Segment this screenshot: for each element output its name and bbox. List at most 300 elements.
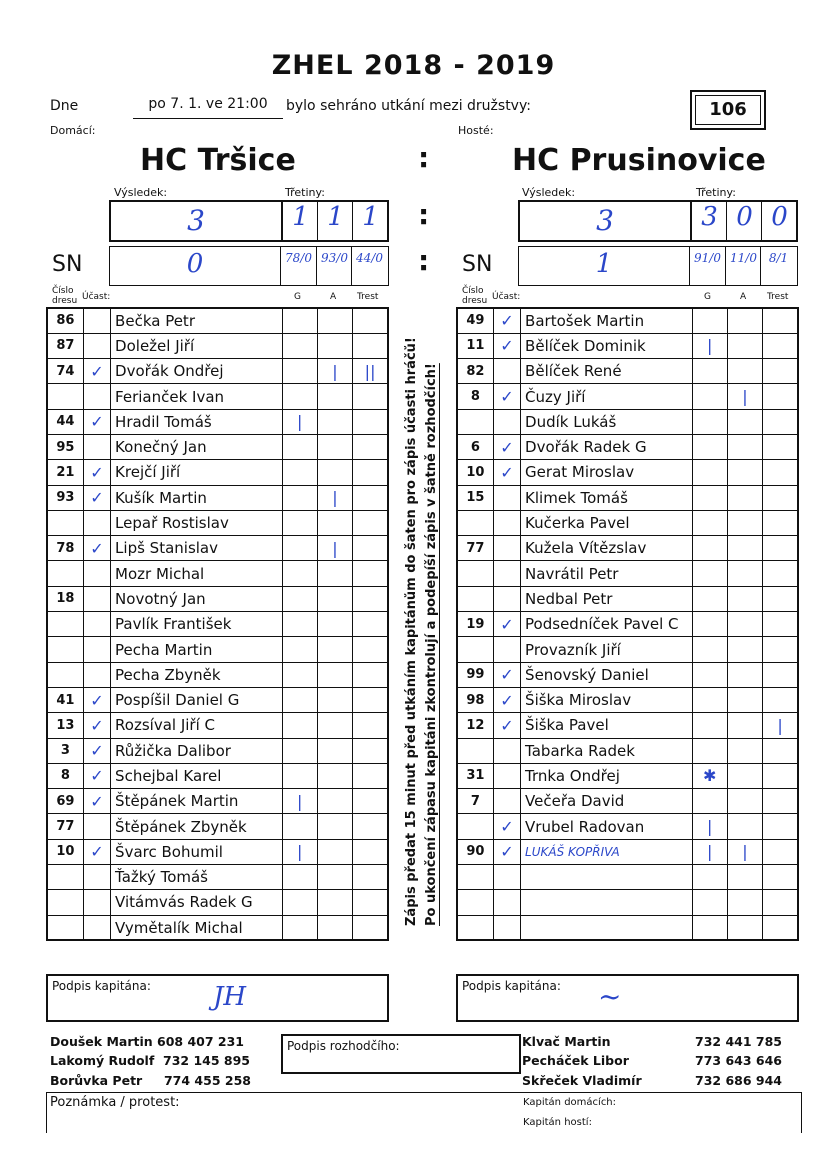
away-player-name[interactable]: Navrátil Petr (521, 561, 693, 586)
away-penalty-mark[interactable] (763, 890, 798, 915)
home-attendance-mark[interactable] (83, 384, 110, 409)
away-player-name[interactable]: Tabarka Radek (521, 738, 693, 763)
home-penalty-mark[interactable] (353, 915, 388, 940)
home-attendance-mark[interactable] (83, 612, 110, 637)
away-penalty-mark[interactable] (763, 510, 798, 535)
away-captain-sign-box[interactable] (456, 974, 799, 1022)
home-assists-mark[interactable] (317, 561, 352, 586)
away-penalty-mark[interactable] (763, 384, 798, 409)
away-goals-mark[interactable] (692, 359, 727, 384)
away-player-name[interactable]: Kučerka Pavel (521, 510, 693, 535)
home-attendance-mark[interactable]: ✓ (83, 839, 110, 864)
away-jersey-number[interactable]: 77 (457, 536, 493, 561)
home-goals-mark[interactable]: | (282, 839, 317, 864)
home-assists-mark[interactable] (317, 612, 352, 637)
away-jersey-number[interactable]: 8 (457, 384, 493, 409)
away-goals-mark[interactable] (692, 637, 727, 662)
home-assists-mark[interactable] (317, 384, 352, 409)
home-goals-mark[interactable]: | (282, 789, 317, 814)
home-attendance-mark[interactable]: ✓ (83, 713, 110, 738)
home-goals-mark[interactable] (282, 662, 317, 687)
home-goals-mark[interactable] (282, 384, 317, 409)
away-attendance-mark[interactable] (493, 561, 520, 586)
home-player-name[interactable]: Lepař Rostislav (111, 510, 283, 535)
home-player-name[interactable]: Pecha Martin (111, 637, 283, 662)
away-attendance-mark[interactable] (493, 789, 520, 814)
home-penalty-mark[interactable] (353, 460, 388, 485)
away-assists-mark[interactable] (727, 359, 762, 384)
home-penalty-mark[interactable] (353, 763, 388, 788)
away-assists-mark[interactable] (727, 865, 762, 890)
note-protest-box[interactable] (46, 1092, 802, 1133)
home-penalty-mark[interactable] (353, 789, 388, 814)
away-penalty-mark[interactable] (763, 333, 798, 358)
home-penalty-mark[interactable] (353, 510, 388, 535)
home-assists-mark[interactable] (317, 814, 352, 839)
home-penalty-mark[interactable]: || (353, 359, 388, 384)
home-attendance-mark[interactable]: ✓ (83, 359, 110, 384)
home-penalty-mark[interactable] (353, 536, 388, 561)
home-captain-sign-box[interactable] (46, 974, 389, 1022)
home-player-name[interactable]: Dvořák Ondřej (111, 359, 283, 384)
home-player-name[interactable]: Lipš Stanislav (111, 536, 283, 561)
away-player-name[interactable] (521, 890, 693, 915)
away-goals-mark[interactable] (692, 612, 727, 637)
away-jersey-number[interactable]: 98 (457, 687, 493, 712)
home-player-name[interactable]: Ferianček Ivan (111, 384, 283, 409)
away-penalty-mark[interactable] (763, 839, 798, 864)
home-attendance-mark[interactable]: ✓ (83, 485, 110, 510)
home-penalty-mark[interactable] (353, 839, 388, 864)
home-attendance-mark[interactable] (83, 333, 110, 358)
away-attendance-mark[interactable]: ✓ (493, 434, 520, 459)
home-penalty-mark[interactable] (353, 409, 388, 434)
home-assists-mark[interactable] (317, 637, 352, 662)
away-goals-mark[interactable] (692, 485, 727, 510)
home-goals-mark[interactable] (282, 612, 317, 637)
home-penalty-mark[interactable] (353, 637, 388, 662)
away-goals-mark[interactable] (692, 915, 727, 940)
away-jersey-number[interactable]: 99 (457, 662, 493, 687)
home-attendance-mark[interactable] (83, 814, 110, 839)
home-attendance-mark[interactable]: ✓ (83, 789, 110, 814)
away-attendance-mark[interactable]: ✓ (493, 384, 520, 409)
home-attendance-mark[interactable]: ✓ (83, 536, 110, 561)
away-goals-mark[interactable] (692, 713, 727, 738)
home-attendance-mark[interactable] (83, 434, 110, 459)
home-jersey-number[interactable] (47, 510, 83, 535)
home-assists-mark[interactable] (317, 308, 352, 333)
home-jersey-number[interactable]: 77 (47, 814, 83, 839)
home-assists-mark[interactable] (317, 789, 352, 814)
away-penalty-mark[interactable]: | (763, 713, 798, 738)
away-goals-mark[interactable] (692, 308, 727, 333)
home-player-name[interactable]: Krejčí Jiří (111, 460, 283, 485)
home-player-name[interactable]: Štěpánek Zbyněk (111, 814, 283, 839)
home-assists-mark[interactable] (317, 890, 352, 915)
away-assists-mark[interactable] (727, 687, 762, 712)
away-assists-mark[interactable] (727, 915, 762, 940)
home-jersey-number[interactable]: 93 (47, 485, 83, 510)
home-player-name[interactable]: Švarc Bohumil (111, 839, 283, 864)
away-penalty-mark[interactable] (763, 738, 798, 763)
away-jersey-number[interactable] (457, 510, 493, 535)
home-attendance-mark[interactable] (83, 637, 110, 662)
away-goals-mark[interactable]: ✱ (692, 763, 727, 788)
away-assists-mark[interactable] (727, 586, 762, 611)
home-jersey-number[interactable]: 86 (47, 308, 83, 333)
home-jersey-number[interactable]: 18 (47, 586, 83, 611)
away-penalty-mark[interactable] (763, 409, 798, 434)
away-assists-mark[interactable] (727, 434, 762, 459)
home-jersey-number[interactable]: 69 (47, 789, 83, 814)
referee-sign-box[interactable] (281, 1034, 521, 1074)
away-player-name[interactable]: LUKÁŠ KOPŘIVA (521, 839, 693, 864)
away-attendance-mark[interactable]: ✓ (493, 687, 520, 712)
home-goals-mark[interactable] (282, 510, 317, 535)
away-goals-mark[interactable] (692, 586, 727, 611)
away-jersey-number[interactable]: 90 (457, 839, 493, 864)
away-player-name[interactable]: Klimek Tomáš (521, 485, 693, 510)
home-attendance-mark[interactable]: ✓ (83, 687, 110, 712)
away-player-name[interactable] (521, 915, 693, 940)
away-goals-mark[interactable]: | (692, 814, 727, 839)
away-penalty-mark[interactable] (763, 359, 798, 384)
away-assists-mark[interactable] (727, 789, 762, 814)
away-penalty-mark[interactable] (763, 612, 798, 637)
away-player-name[interactable]: Šiška Pavel (521, 713, 693, 738)
away-penalty-mark[interactable] (763, 865, 798, 890)
away-goals-mark[interactable] (692, 890, 727, 915)
home-jersey-number[interactable] (47, 865, 83, 890)
away-goals-mark[interactable] (692, 510, 727, 535)
home-player-name[interactable]: Pavlík František (111, 612, 283, 637)
away-attendance-mark[interactable] (493, 890, 520, 915)
away-attendance-mark[interactable] (493, 915, 520, 940)
away-goals-mark[interactable] (692, 460, 727, 485)
home-player-name[interactable]: Ťažký Tomáš (111, 865, 283, 890)
home-jersey-number[interactable] (47, 637, 83, 662)
away-jersey-number[interactable] (457, 890, 493, 915)
away-attendance-mark[interactable] (493, 865, 520, 890)
home-jersey-number[interactable] (47, 890, 83, 915)
away-assists-mark[interactable] (727, 308, 762, 333)
home-attendance-mark[interactable] (83, 890, 110, 915)
home-penalty-mark[interactable] (353, 890, 388, 915)
home-attendance-mark[interactable] (83, 865, 110, 890)
away-jersey-number[interactable]: 82 (457, 359, 493, 384)
away-attendance-mark[interactable]: ✓ (493, 460, 520, 485)
away-penalty-mark[interactable] (763, 586, 798, 611)
home-goals-mark[interactable] (282, 485, 317, 510)
home-jersey-number[interactable]: 21 (47, 460, 83, 485)
away-penalty-mark[interactable] (763, 561, 798, 586)
away-attendance-mark[interactable]: ✓ (493, 612, 520, 637)
home-assists-mark[interactable] (317, 687, 352, 712)
home-attendance-mark[interactable]: ✓ (83, 409, 110, 434)
away-penalty-mark[interactable] (763, 687, 798, 712)
home-jersey-number[interactable]: 8 (47, 763, 83, 788)
home-penalty-mark[interactable] (353, 308, 388, 333)
away-attendance-mark[interactable]: ✓ (493, 814, 520, 839)
away-goals-mark[interactable] (692, 409, 727, 434)
away-penalty-mark[interactable] (763, 789, 798, 814)
home-assists-mark[interactable]: | (317, 536, 352, 561)
away-assists-mark[interactable] (727, 460, 762, 485)
home-penalty-mark[interactable] (353, 865, 388, 890)
away-player-name[interactable]: Dudík Lukáš (521, 409, 693, 434)
away-jersey-number[interactable] (457, 409, 493, 434)
home-player-name[interactable]: Schejbal Karel (111, 763, 283, 788)
home-assists-mark[interactable] (317, 713, 352, 738)
home-attendance-mark[interactable] (83, 586, 110, 611)
away-penalty-mark[interactable] (763, 308, 798, 333)
home-jersey-number[interactable]: 44 (47, 409, 83, 434)
home-player-name[interactable]: Pecha Zbyněk (111, 662, 283, 687)
home-penalty-mark[interactable] (353, 713, 388, 738)
home-player-name[interactable]: Růžička Dalibor (111, 738, 283, 763)
home-assists-mark[interactable] (317, 915, 352, 940)
home-assists-mark[interactable] (317, 460, 352, 485)
home-goals-mark[interactable] (282, 333, 317, 358)
home-penalty-mark[interactable] (353, 687, 388, 712)
away-penalty-mark[interactable] (763, 637, 798, 662)
home-goals-mark[interactable] (282, 890, 317, 915)
home-jersey-number[interactable] (47, 915, 83, 940)
away-assists-mark[interactable] (727, 561, 762, 586)
away-goals-mark[interactable] (692, 738, 727, 763)
home-assists-mark[interactable]: | (317, 359, 352, 384)
home-goals-mark[interactable] (282, 637, 317, 662)
away-assists-mark[interactable] (727, 485, 762, 510)
away-attendance-mark[interactable] (493, 637, 520, 662)
away-player-name[interactable]: Bělíček René (521, 359, 693, 384)
away-jersey-number[interactable] (457, 561, 493, 586)
away-attendance-mark[interactable] (493, 586, 520, 611)
home-penalty-mark[interactable] (353, 814, 388, 839)
away-assists-mark[interactable] (727, 612, 762, 637)
away-penalty-mark[interactable] (763, 536, 798, 561)
home-attendance-mark[interactable] (83, 662, 110, 687)
away-assists-mark[interactable]: | (727, 384, 762, 409)
home-player-name[interactable]: Kušík Martin (111, 485, 283, 510)
home-jersey-number[interactable]: 13 (47, 713, 83, 738)
home-jersey-number[interactable]: 87 (47, 333, 83, 358)
away-goals-mark[interactable] (692, 384, 727, 409)
home-jersey-number[interactable]: 95 (47, 434, 83, 459)
away-jersey-number[interactable]: 12 (457, 713, 493, 738)
home-penalty-mark[interactable] (353, 333, 388, 358)
home-goals-mark[interactable] (282, 687, 317, 712)
away-jersey-number[interactable] (457, 915, 493, 940)
away-jersey-number[interactable]: 15 (457, 485, 493, 510)
home-jersey-number[interactable]: 41 (47, 687, 83, 712)
home-assists-mark[interactable]: | (317, 485, 352, 510)
away-player-name[interactable]: Nedbal Petr (521, 586, 693, 611)
home-attendance-mark[interactable] (83, 915, 110, 940)
home-goals-mark[interactable] (282, 308, 317, 333)
home-penalty-mark[interactable] (353, 612, 388, 637)
away-assists-mark[interactable]: | (727, 839, 762, 864)
away-player-name[interactable] (521, 865, 693, 890)
away-player-name[interactable]: Bělíček Dominik (521, 333, 693, 358)
away-assists-mark[interactable] (727, 713, 762, 738)
home-player-name[interactable]: Bečka Petr (111, 308, 283, 333)
home-attendance-mark[interactable]: ✓ (83, 763, 110, 788)
home-player-name[interactable]: Doležel Jiří (111, 333, 283, 358)
home-jersey-number[interactable]: 3 (47, 738, 83, 763)
home-goals-mark[interactable] (282, 763, 317, 788)
away-attendance-mark[interactable]: ✓ (493, 839, 520, 864)
home-attendance-mark[interactable]: ✓ (83, 738, 110, 763)
away-player-name[interactable]: Vrubel Radovan (521, 814, 693, 839)
away-jersey-number[interactable]: 6 (457, 434, 493, 459)
home-player-name[interactable]: Konečný Jan (111, 434, 283, 459)
home-assists-mark[interactable] (317, 333, 352, 358)
away-attendance-mark[interactable] (493, 763, 520, 788)
away-attendance-mark[interactable]: ✓ (493, 713, 520, 738)
away-jersey-number[interactable]: 31 (457, 763, 493, 788)
home-assists-mark[interactable] (317, 662, 352, 687)
home-jersey-number[interactable]: 74 (47, 359, 83, 384)
home-attendance-mark[interactable] (83, 510, 110, 535)
away-jersey-number[interactable] (457, 865, 493, 890)
away-attendance-mark[interactable]: ✓ (493, 308, 520, 333)
home-player-name[interactable]: Štěpánek Martin (111, 789, 283, 814)
away-penalty-mark[interactable] (763, 460, 798, 485)
away-goals-mark[interactable] (692, 789, 727, 814)
away-player-name[interactable]: Šiška Miroslav (521, 687, 693, 712)
away-goals-mark[interactable] (692, 561, 727, 586)
home-penalty-mark[interactable] (353, 738, 388, 763)
away-goals-mark[interactable] (692, 687, 727, 712)
away-attendance-mark[interactable] (493, 738, 520, 763)
home-penalty-mark[interactable] (353, 662, 388, 687)
away-assists-mark[interactable] (727, 637, 762, 662)
home-player-name[interactable]: Novotný Jan (111, 586, 283, 611)
away-goals-mark[interactable] (692, 536, 727, 561)
home-attendance-mark[interactable]: ✓ (83, 460, 110, 485)
home-attendance-mark[interactable] (83, 308, 110, 333)
home-jersey-number[interactable] (47, 561, 83, 586)
home-assists-mark[interactable] (317, 409, 352, 434)
home-penalty-mark[interactable] (353, 434, 388, 459)
away-jersey-number[interactable]: 19 (457, 612, 493, 637)
home-jersey-number[interactable]: 10 (47, 839, 83, 864)
home-assists-mark[interactable] (317, 839, 352, 864)
home-penalty-mark[interactable] (353, 384, 388, 409)
home-jersey-number[interactable] (47, 662, 83, 687)
away-goals-mark[interactable] (692, 865, 727, 890)
away-player-name[interactable]: Podsedníček Pavel C (521, 612, 693, 637)
away-assists-mark[interactable] (727, 536, 762, 561)
away-assists-mark[interactable] (727, 409, 762, 434)
away-penalty-mark[interactable] (763, 662, 798, 687)
home-jersey-number[interactable]: 78 (47, 536, 83, 561)
away-attendance-mark[interactable]: ✓ (493, 333, 520, 358)
home-assists-mark[interactable] (317, 763, 352, 788)
home-penalty-mark[interactable] (353, 561, 388, 586)
home-attendance-mark[interactable] (83, 561, 110, 586)
home-assists-mark[interactable] (317, 738, 352, 763)
away-jersey-number[interactable]: 11 (457, 333, 493, 358)
home-assists-mark[interactable] (317, 510, 352, 535)
away-goals-mark[interactable] (692, 434, 727, 459)
home-goals-mark[interactable] (282, 713, 317, 738)
away-attendance-mark[interactable] (493, 536, 520, 561)
away-assists-mark[interactable] (727, 510, 762, 535)
home-goals-mark[interactable] (282, 359, 317, 384)
away-player-name[interactable]: Večeřa David (521, 789, 693, 814)
away-assists-mark[interactable] (727, 738, 762, 763)
away-jersey-number[interactable] (457, 814, 493, 839)
away-penalty-mark[interactable] (763, 434, 798, 459)
away-penalty-mark[interactable] (763, 814, 798, 839)
away-player-name[interactable]: Bartošek Martin (521, 308, 693, 333)
home-assists-mark[interactable] (317, 865, 352, 890)
home-goals-mark[interactable] (282, 561, 317, 586)
home-goals-mark[interactable] (282, 814, 317, 839)
away-attendance-mark[interactable] (493, 485, 520, 510)
away-assists-mark[interactable] (727, 333, 762, 358)
away-player-name[interactable]: Šenovský Daniel (521, 662, 693, 687)
away-player-name[interactable]: Dvořák Radek G (521, 434, 693, 459)
home-player-name[interactable]: Vymětalík Michal (111, 915, 283, 940)
home-player-name[interactable]: Rozsíval Jiří C (111, 713, 283, 738)
home-player-name[interactable]: Vitámvás Radek G (111, 890, 283, 915)
away-attendance-mark[interactable]: ✓ (493, 662, 520, 687)
home-assists-mark[interactable] (317, 434, 352, 459)
away-assists-mark[interactable] (727, 662, 762, 687)
away-jersey-number[interactable]: 7 (457, 789, 493, 814)
away-goals-mark[interactable]: | (692, 333, 727, 358)
home-goals-mark[interactable] (282, 915, 317, 940)
home-penalty-mark[interactable] (353, 485, 388, 510)
home-player-name[interactable]: Hradil Tomáš (111, 409, 283, 434)
away-goals-mark[interactable]: | (692, 839, 727, 864)
away-jersey-number[interactable] (457, 738, 493, 763)
home-player-name[interactable]: Pospíšil Daniel G (111, 687, 283, 712)
home-jersey-number[interactable] (47, 612, 83, 637)
away-assists-mark[interactable] (727, 763, 762, 788)
away-attendance-mark[interactable] (493, 510, 520, 535)
away-player-name[interactable]: Čuzy Jiří (521, 384, 693, 409)
away-penalty-mark[interactable] (763, 915, 798, 940)
home-goals-mark[interactable] (282, 536, 317, 561)
home-goals-mark[interactable] (282, 738, 317, 763)
home-penalty-mark[interactable] (353, 586, 388, 611)
away-jersey-number[interactable] (457, 586, 493, 611)
away-assists-mark[interactable] (727, 890, 762, 915)
home-goals-mark[interactable]: | (282, 409, 317, 434)
away-goals-mark[interactable] (692, 662, 727, 687)
home-goals-mark[interactable] (282, 434, 317, 459)
away-player-name[interactable]: Kužela Vítězslav (521, 536, 693, 561)
home-goals-mark[interactable] (282, 586, 317, 611)
away-attendance-mark[interactable] (493, 359, 520, 384)
away-penalty-mark[interactable] (763, 763, 798, 788)
home-goals-mark[interactable] (282, 460, 317, 485)
away-assists-mark[interactable] (727, 814, 762, 839)
away-jersey-number[interactable]: 49 (457, 308, 493, 333)
home-jersey-number[interactable] (47, 384, 83, 409)
away-player-name[interactable]: Gerat Miroslav (521, 460, 693, 485)
home-player-name[interactable]: Mozr Michal (111, 561, 283, 586)
home-assists-mark[interactable] (317, 586, 352, 611)
away-player-name[interactable]: Provazník Jiří (521, 637, 693, 662)
away-player-name[interactable]: Trnka Ondřej (521, 763, 693, 788)
home-goals-mark[interactable] (282, 865, 317, 890)
